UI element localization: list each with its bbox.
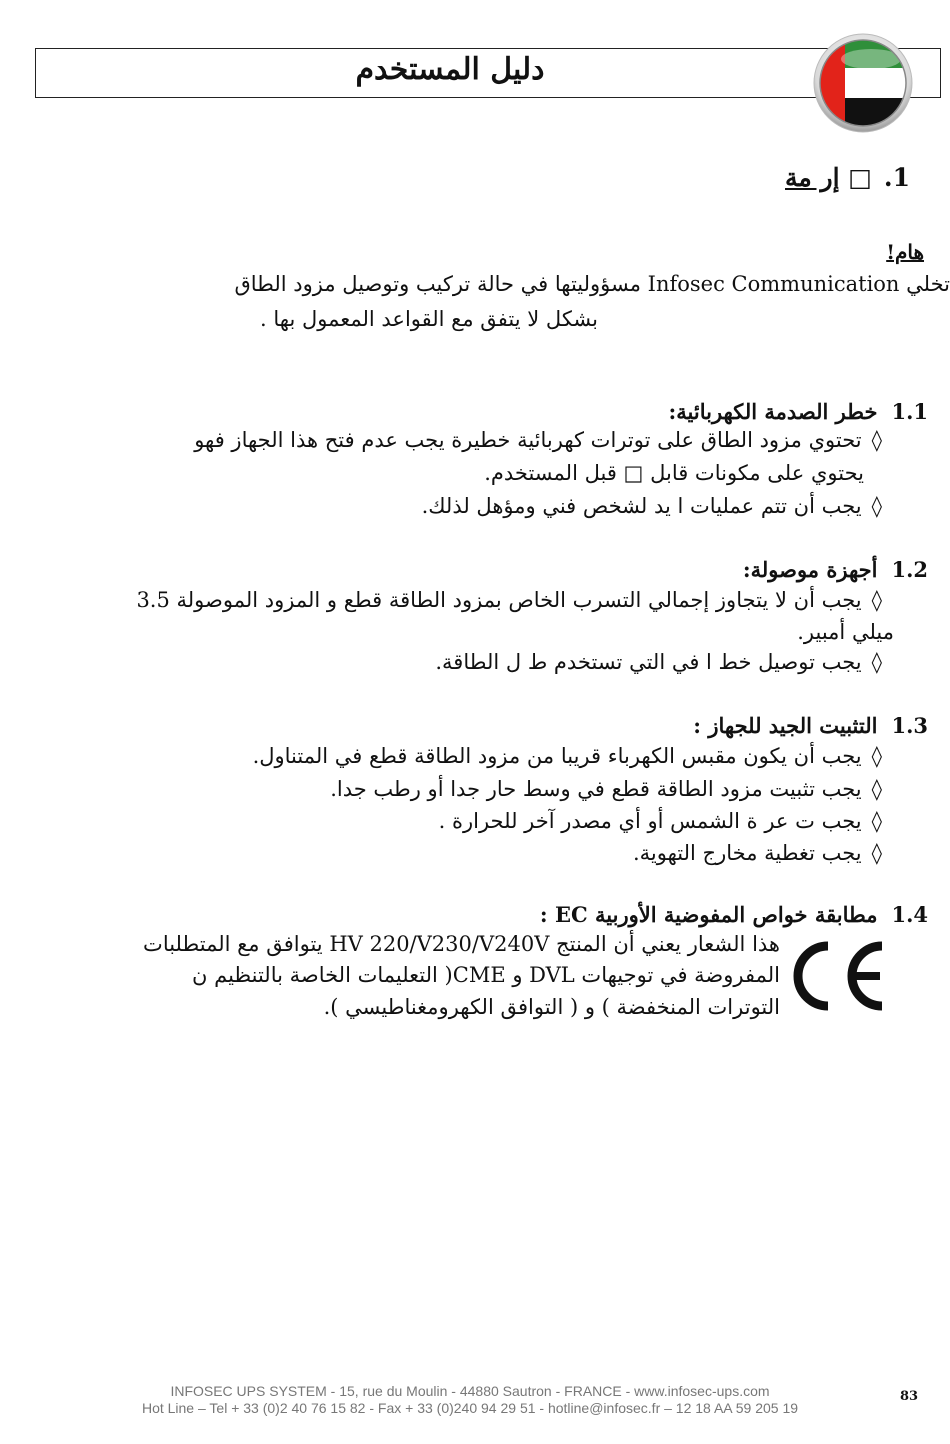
section-heading: [773, 163, 910, 192]
bullet-item: [330, 777, 882, 801]
subsection-heading: [540, 902, 928, 927]
important-label: هام!: [886, 240, 924, 264]
important-line-2: بشكل لا يتفق مع القواعد المعمول بها .: [260, 307, 598, 331]
footer-line-1: INFOSEC UPS SYSTEM - 15, rue du Moulin - 44880 Sautron - FRANCE - www.infosec-ups.com: [170, 1383, 770, 1399]
page-title: دليل المستخدم: [355, 52, 545, 87]
subsection-number: 1.3: [891, 713, 928, 738]
subsection-heading: [693, 713, 928, 738]
ce-mark-icon: [782, 938, 888, 1014]
bullet-item: [422, 494, 882, 518]
bullet-item: [439, 809, 882, 833]
section-title: إر مة: [785, 163, 840, 192]
ce-text-line: التوترات المنخفضة ) و ( التوافق الكهرومغناطيسي ).: [323, 995, 780, 1019]
bullet-text: يجب توصيل خط ا في التي تستخدم ط ل الطاقة.: [435, 650, 862, 674]
ce-text-line: المفروضة في توجيهات DVL و CME( التعليمات الخاصة بالتنظيم ن: [192, 963, 780, 987]
subsection-title: مطابقة خواص المفوضية الأوربية EC :: [539, 902, 878, 927]
section-number: 1.: [883, 163, 910, 192]
subsection-title: التثبيت الجيد للجهاز :: [693, 713, 878, 738]
bullet-text: يجب أن لا يتجاوز إجمالي التسرب الخاص بمزود الطاقة قطع و المزود الموصولة 3.5: [136, 588, 862, 612]
bullet-item: [633, 841, 882, 865]
bullet-icon: ◊: [871, 841, 882, 865]
box-glyph: □: [848, 163, 872, 192]
bullet-text: يجب أن يكون مقبس الكهرباء قريبا من مزود الطاقة قطع في المتناول.: [252, 744, 862, 768]
bullet-text: يجب تغطية مخارج التهوية.: [632, 841, 862, 865]
bullet-text: يجب ت عر ة الشمس أو أي مصدر آخر للحرارة .: [438, 809, 862, 833]
page-number: 83: [900, 1389, 919, 1404]
bullet-text: يحتوي على مكونات قابل □ قبل المستخدم.: [484, 461, 864, 485]
bullet-item: [484, 461, 864, 485]
bullet-icon: ◊: [871, 428, 882, 452]
subsection-title: خطر الصدمة الكهربائية:: [668, 399, 878, 424]
bullet-text: تحتوي مزود الطاق على توترات كهربائية خطيرة يجب عدم فتح هذا الجهاز فهو: [194, 428, 862, 452]
bullet-item: [194, 428, 882, 452]
important-line-1: تخلي Infosec Communication مسؤوليتها في حالة تركيب وتوصيل مزود الطاق: [234, 272, 950, 296]
bullet-icon: ◊: [871, 588, 882, 612]
subsection-number: 1.1: [891, 399, 928, 424]
subsection-number: 1.4: [891, 902, 928, 927]
bullet-item: [253, 744, 882, 768]
bullet-continuation: ميلي أمبير.: [797, 620, 894, 644]
subsection-number: 1.2: [891, 557, 928, 582]
footer-line-2: Hot Line – Tel + 33 (0)2 40 76 15 82 - Fax + 33 (0)240 94 29 51 - hotline@infosec.fr – 12 18 AA 59 205 19: [141, 1400, 799, 1416]
bullet-icon: ◊: [871, 777, 882, 801]
bullet-text: يجب أن تتم عمليات ا يد لشخص فني ومؤهل لذلك.: [421, 494, 862, 518]
subsection-title: أجهزة موصولة:: [742, 557, 878, 582]
bullet-icon: ◊: [871, 744, 882, 768]
bullet-item: [435, 650, 882, 674]
bullet-item: [136, 588, 882, 612]
subsection-heading: [743, 557, 928, 582]
uae-flag-icon: [813, 33, 913, 133]
bullet-text: يجب تثبيت مزود الطاقة قطع في وسط حار جدا أو رطب جدا.: [330, 777, 862, 801]
bullet-icon: ◊: [871, 809, 882, 833]
subsection-heading: [669, 399, 928, 424]
ce-text-line: هذا الشعار يعني أن المنتج HV 220/V230/V240V يتوافق مع المتطلبات: [143, 932, 780, 956]
bullet-icon: ◊: [871, 494, 882, 518]
bullet-icon: ◊: [871, 650, 882, 674]
